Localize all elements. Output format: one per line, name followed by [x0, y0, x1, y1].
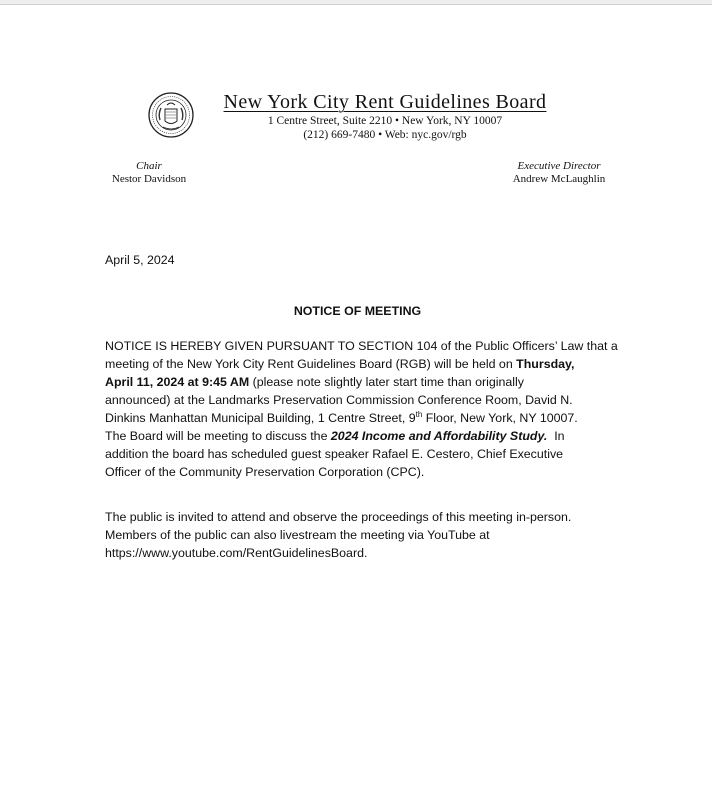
notice-heading: NOTICE OF MEETING [293, 304, 422, 318]
organization-name: New York City Rent Guidelines Board [223, 91, 547, 113]
paragraph-line [105, 355, 615, 373]
paragraph-text: Floor, New York, NY 10007. [422, 411, 578, 425]
meeting-day: Thursday, [516, 357, 575, 371]
paragraph-line: Members of the public can also livestream the meeting via YouTube at [105, 528, 490, 542]
paragraph-line: NOTICE IS HEREBY GIVEN PURSUANT TO SECTION 104 of the Public Officers’ Law that a [105, 339, 618, 353]
paragraph-line: Officer of the Community Preservation Corporation (CPC). [105, 465, 425, 479]
paragraph-text: The Board will be meeting to discuss the [105, 429, 331, 443]
paragraph-line: The public is invited to attend and observe the proceedings of this meeting in-person. [105, 510, 572, 524]
paragraph-line [105, 409, 615, 427]
meeting-date-time: April 11, 2024 at 9:45 AM [105, 375, 250, 389]
paragraph-text: meeting of the New York City Rent Guidelines Board (RGB) will be held on [105, 357, 517, 371]
paragraph-text: In [547, 429, 565, 443]
notice-paragraph [105, 337, 618, 481]
paragraph-line: addition the board has scheduled guest speaker Rafael E. Cestero, Chief Executive [105, 447, 564, 461]
study-title: 2024 Income and Affordability Study. [330, 429, 548, 443]
executive-director-role: Executive Director [517, 160, 601, 172]
page-top-border [0, 0, 712, 5]
executive-director-name: Andrew McLaughlin [512, 173, 606, 185]
paragraph-line [105, 427, 615, 445]
paragraph-text: (please note slightly later start time than originally [249, 375, 524, 389]
livestream-url: https://www.youtube.com/RentGuidelinesBoard. [105, 546, 368, 560]
notice-date: April 5, 2024 [105, 253, 175, 267]
public-access-paragraph [105, 508, 615, 562]
paragraph-text: Dinkins Manhattan Municipal Building, 1 Centre Street, 9 [105, 411, 416, 425]
letterhead [205, 90, 565, 142]
nyc-seal-icon [148, 90, 194, 140]
paragraph-line [105, 373, 615, 391]
chair-name: Nestor Davidson [111, 173, 187, 185]
address-line: 1 Centre Street, Suite 2210 • New York, NY 10007 [267, 115, 503, 127]
paragraph-line: announced) at the Landmarks Preservation Commission Conference Room, David N. [105, 393, 573, 407]
executive-director-block [505, 160, 613, 186]
contact-line: (212) 669-7480 • Web: nyc.gov/rgb [303, 129, 467, 141]
chair-block [108, 160, 190, 186]
ordinal-suffix: th [415, 409, 423, 419]
chair-role: Chair [136, 160, 162, 172]
